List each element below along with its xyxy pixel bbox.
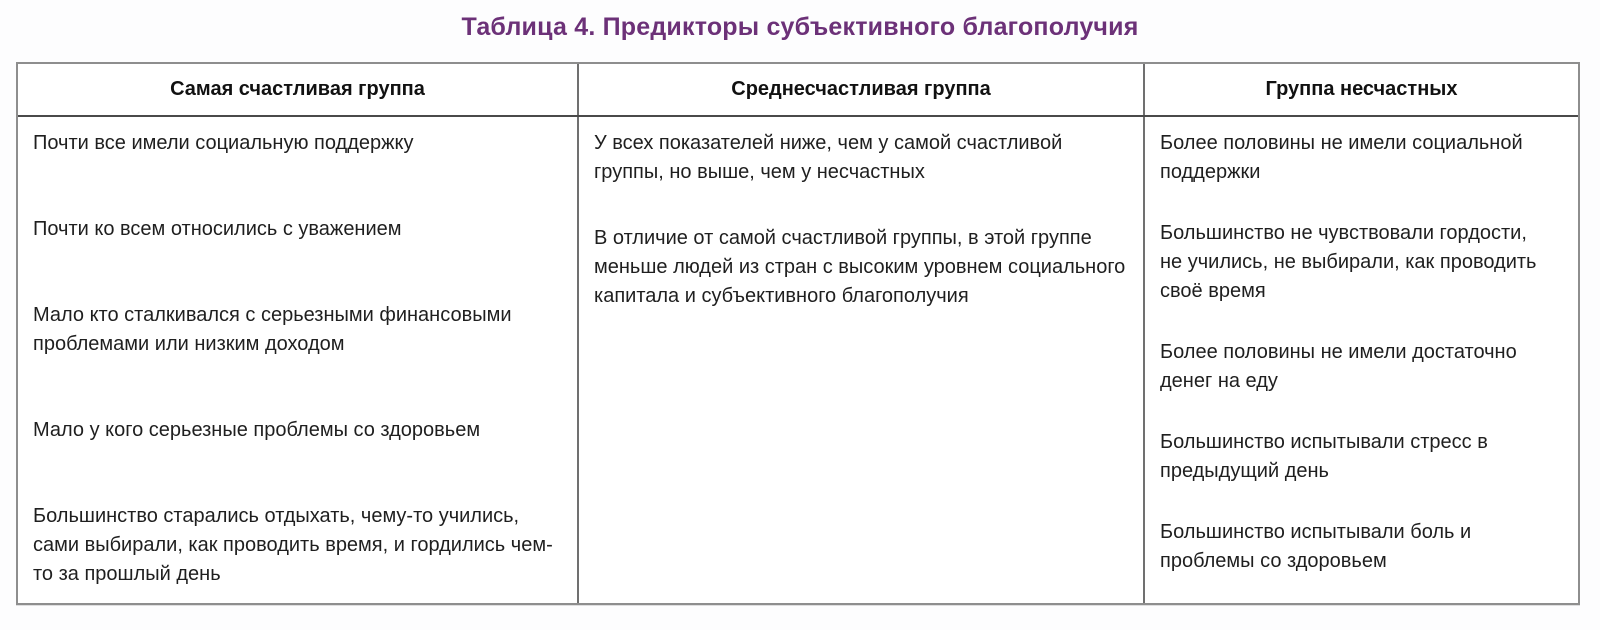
table-header-row	[18, 64, 1578, 117]
header-medium-happy-group: Среднесчастливая группа	[577, 64, 1143, 115]
predictor-item: Более половины не имели достаточно денег на еду	[1160, 341, 1517, 392]
predictor-item: Большинство старались отдыхать, чему-то учились, сами выбирали, как проводить время, и гордились чем-то за прошлый день	[33, 505, 553, 585]
cell-happiest-group	[18, 117, 577, 603]
predictor-item: Почти ко всем относились с уважением	[33, 218, 402, 240]
predictor-item: В отличие от самой счастливой группы, в этой группе меньше людей из стран с высоким уровнем социального капитала и субъективного благополучия	[594, 227, 1126, 307]
table-body-row	[18, 117, 1578, 603]
predictor-item: Почти все имели социальную поддержку	[33, 132, 414, 154]
predictor-item: Мало у кого серьезные проблемы со здоровьем	[33, 419, 481, 441]
predictors-table	[16, 62, 1580, 605]
cell-unhappy-group	[1143, 117, 1578, 603]
header-happiest-group: Самая счастливая группа	[170, 78, 425, 100]
predictor-item: Более половины не имели социальной поддержки	[1160, 132, 1523, 183]
predictor-item: Большинство не чувствовали гордости, не учились, не выбирали, как проводить своё время	[1160, 222, 1537, 302]
predictor-item: У всех показателей ниже, чем у самой счастливой группы, но выше, чем у несчастных	[594, 132, 1063, 183]
header-unhappy-group: Группа несчастных	[1143, 64, 1578, 115]
predictor-item: Мало кто сталкивался с серьезными финансовыми проблемами или низким доходом	[33, 304, 512, 355]
cell-medium-happy-group	[577, 117, 1143, 603]
predictor-item: Большинство испытывали боль и проблемы со здоровьем	[1160, 521, 1472, 572]
table-title: Таблица 4. Предикторы субъективного благополучия	[461, 13, 1139, 41]
predictor-item: Большинство испытывали стресс в предыдущий день	[1160, 431, 1488, 482]
